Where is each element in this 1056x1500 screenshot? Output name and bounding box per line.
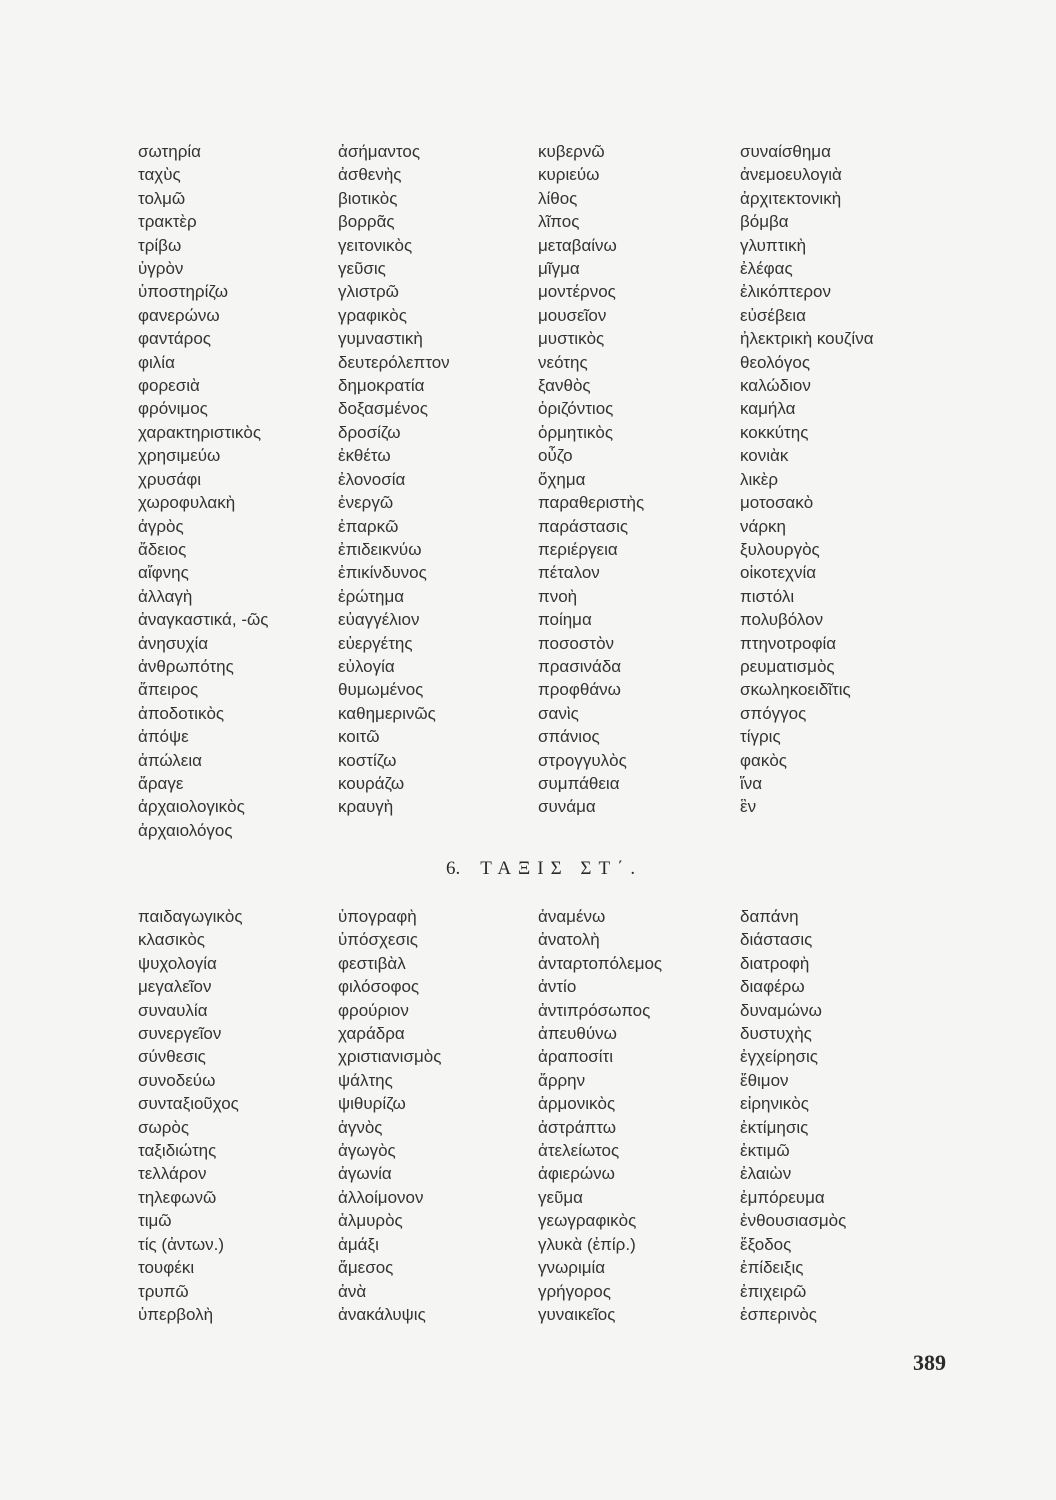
word-entry: πνοὴ (538, 586, 578, 606)
section-number: 6. (446, 858, 461, 879)
word-entry: ἐπαρκῶ (338, 516, 399, 536)
word-entry: οὖζο (538, 446, 573, 466)
word-entry: ἐπικίνδυνος (338, 563, 427, 583)
word-entry: γλυπτικὴ (740, 235, 807, 255)
word-entry: διάστασις (740, 930, 813, 950)
word-entry: ἔξοδος (740, 1234, 792, 1254)
word-entry: ἀστράπτω (538, 1117, 617, 1137)
word-entry: εὐεργέτης (338, 633, 413, 653)
word-entry: φρούριον (338, 1000, 409, 1020)
word-entry: γρήγορος (538, 1281, 611, 1301)
word-entry: ἁμάξι (338, 1234, 379, 1254)
word-entry: γεῦμα (538, 1187, 583, 1207)
word-entry: ἀντίο (538, 977, 577, 997)
word-entry: ἀγωγὸς (338, 1141, 396, 1161)
word-entry: ἀγωνία (338, 1164, 392, 1184)
word-entry: πρασινάδα (538, 656, 622, 676)
word-entry: ἐκθέτω (338, 446, 391, 466)
word-entry: φορεσιὰ (138, 376, 200, 396)
word-entry: ἄπειρος (138, 680, 199, 700)
word-entry: ὁρμητικὸς (538, 422, 614, 442)
word-entry: μυστικὸς (538, 329, 605, 349)
word-entry: κοκκύτης (740, 422, 809, 442)
word-entry: περιέργεια (538, 539, 618, 559)
word-entry: τελλάρον (138, 1164, 207, 1184)
word-entry: δευτερόλεπτον (338, 352, 450, 372)
word-entry: κυριεύω (538, 165, 600, 185)
word-entry: ἁλμυρὸς (338, 1211, 403, 1231)
word-entry: εὐαγγέλιον (338, 610, 420, 630)
word-entry: μουσεῖον (538, 305, 607, 325)
word-entry: ἐλαιὼν (740, 1164, 792, 1184)
word-entry: ἄδειος (138, 539, 187, 559)
word-entry: ἄραγε (138, 773, 184, 793)
word-entry: ἠλεκτρικὴ κουζίνα (740, 329, 874, 349)
word-entry: εὐλογία (338, 656, 395, 676)
word-entry: ὑποστηρίζω (138, 282, 228, 302)
word-entry: χριστιανισμὸς (338, 1047, 442, 1067)
word-entry: φανερώνω (138, 305, 220, 325)
word-entry: ἐπιχειρῶ (740, 1281, 807, 1301)
word-entry: μεταβαίνω (538, 235, 617, 255)
word-entry: ταχὺς (138, 165, 181, 185)
word-entry: κοιτῶ (338, 727, 380, 747)
section-title: ΤΑΞΙΣ ΣΤ΄. (480, 858, 643, 879)
word-entry: κοστίζω (338, 750, 397, 770)
word-entry: παράστασις (538, 516, 629, 536)
word-entry: γεῦσις (338, 259, 386, 279)
word-entry: ποίημα (538, 610, 592, 630)
word-entry: ψάλτης (338, 1070, 393, 1090)
section-heading (446, 858, 642, 880)
word-entry: ἀνακάλυψις (338, 1304, 426, 1324)
word-column (740, 140, 874, 819)
word-entry: ἐλικόπτερον (740, 282, 832, 302)
word-entry: ἄρρην (538, 1070, 586, 1090)
word-entry: ἓν (740, 797, 757, 817)
word-entry: συνεργεῖον (138, 1024, 222, 1044)
word-column (740, 905, 846, 1326)
word-entry: γεωγραφικὸς (538, 1211, 637, 1231)
word-column (338, 905, 441, 1326)
word-entry: καλώδιον (740, 376, 811, 396)
word-entry: ἀναγκαστικά, -ῶς (138, 610, 269, 630)
word-entry: τηλεφωνῶ (138, 1187, 217, 1207)
word-entry: εὐσέβεια (740, 305, 806, 325)
word-entry: ἀρχιτεκτονικὴ (740, 188, 842, 208)
word-entry: ἀναμένω (538, 907, 606, 926)
word-entry: κουράζω (338, 773, 405, 793)
word-entry: ἀσθενὴς (338, 165, 402, 185)
word-entry: πέταλον (538, 563, 600, 583)
word-entry: γυμναστικὴ (338, 329, 423, 349)
word-entry: ἁρμονικὸς (538, 1094, 616, 1114)
word-column (138, 905, 243, 1326)
word-entry: προφθάνω (538, 680, 621, 700)
word-entry: δημοκρατία (338, 376, 425, 396)
word-entry: ἀνθρωπότης (138, 656, 234, 676)
word-entry: παιδαγωγικὸς (138, 907, 243, 926)
word-column (138, 140, 268, 842)
word-entry: διαφέρω (740, 977, 805, 997)
word-entry: ἐκτίμησις (740, 1117, 809, 1137)
word-entry: φακὸς (740, 750, 787, 770)
word-entry: ἀρχαιολογικὸς (138, 797, 245, 817)
word-entry: γνωριμία (538, 1258, 606, 1278)
word-entry: σωτηρία (138, 142, 201, 161)
word-entry: κλασικὸς (138, 930, 205, 950)
word-entry: ξανθὸς (538, 376, 591, 396)
word-entry: χρησιμεύω (138, 446, 221, 466)
word-entry: φιλόσοφος (338, 977, 420, 997)
word-entry: ἀλλαγὴ (138, 586, 193, 606)
word-entry: τουφέκι (138, 1258, 195, 1278)
word-entry: οἰκοτεχνία (740, 563, 817, 583)
word-entry: ἀτελείωτος (538, 1141, 620, 1161)
word-entry: κραυγὴ (338, 797, 394, 817)
word-entry: παραθεριστὴς (538, 493, 645, 513)
word-entry: λῖπος (538, 212, 580, 232)
word-entry: μοντέρνος (538, 282, 616, 302)
word-entry: ἀραποσίτι (538, 1047, 614, 1067)
word-entry: καμήλα (740, 399, 796, 419)
word-entry: βορρᾶς (338, 212, 395, 232)
word-entry: συναίσθημα (740, 142, 831, 161)
word-entry: μεγαλεῖον (138, 977, 212, 997)
word-entry: τιμῶ (138, 1211, 172, 1231)
word-entry: ἐκτιμῶ (740, 1141, 790, 1161)
word-entry: ὑπερβολὴ (138, 1304, 214, 1324)
word-entry: τίς (ἀντων.) (138, 1234, 225, 1254)
word-column (538, 140, 644, 819)
word-entry: ψιθυρίζω (338, 1094, 406, 1114)
word-entry: δροσίζω (338, 422, 401, 442)
word-entry: χρυσάφι (138, 469, 202, 489)
word-entry: ἀνὰ (338, 1281, 367, 1301)
word-entry: καθημερινῶς (338, 703, 436, 723)
word-entry: ἐλονοσία (338, 469, 406, 489)
page-number: 389 (913, 1350, 946, 1375)
word-entry: σύνθεσις (138, 1047, 206, 1067)
word-entry: πτηνοτροφία (740, 633, 837, 653)
word-entry: γλυκὰ (ἐπίρ.) (538, 1234, 636, 1254)
word-entry: σανὶς (538, 703, 579, 723)
word-entry: δυστυχὴς (740, 1024, 812, 1044)
word-entry: δυναμώνω (740, 1000, 822, 1020)
word-entry: φαντάρος (138, 329, 211, 349)
word-entry: στρογγυλὸς (538, 750, 627, 770)
word-entry: ἐμπόρευμα (740, 1187, 825, 1207)
word-entry: ἄμεσος (338, 1258, 394, 1278)
word-entry: ἀσήμαντος (338, 142, 421, 161)
word-entry: θυμωμένος (338, 680, 424, 700)
word-entry: πολυβόλον (740, 610, 824, 630)
word-entry: ἀντιπρόσωπος (538, 1000, 651, 1020)
word-entry: ἑσπερινὸς (740, 1304, 817, 1324)
word-entry: ἀπώλεια (138, 750, 202, 770)
word-entry: ὑγρὸν (138, 259, 184, 279)
word-entry: συνοδεύω (138, 1070, 216, 1090)
word-entry: ἀνεμοευλογιὰ (740, 165, 842, 185)
word-entry: φεστιβὰλ (338, 953, 406, 973)
word-entry: ἀφιερώνω (538, 1164, 615, 1184)
word-entry: ξυλουργὸς (740, 539, 820, 559)
word-entry: νάρκη (740, 516, 786, 536)
word-entry: σπάνιος (538, 727, 600, 747)
word-entry: ταξιδιώτης (138, 1141, 217, 1161)
word-entry: μοτοσακὸ (740, 493, 814, 513)
word-entry: δαπάνη (740, 907, 799, 926)
word-entry: ἀγρὸς (138, 516, 184, 536)
word-entry: ἐρώτημα (338, 586, 405, 606)
word-entry: κυβερνῶ (538, 142, 605, 161)
word-entry: γλιστρῶ (338, 282, 399, 302)
word-entry: ὁριζόντιος (538, 399, 614, 419)
word-entry: ἀρχαιολόγος (138, 820, 233, 840)
word-entry: χαράδρα (338, 1024, 405, 1044)
word-entry: ἀνατολὴ (538, 930, 600, 950)
word-entry: γραφικὸς (338, 305, 407, 325)
word-entry: γυναικεῖος (538, 1304, 616, 1324)
word-entry: βιοτικὸς (338, 188, 398, 208)
word-entry: ἵνα (740, 773, 763, 793)
word-entry: λίθος (538, 188, 578, 208)
word-entry: θεολόγος (740, 352, 811, 372)
word-entry: σωρὸς (138, 1117, 190, 1137)
word-entry: ἁγνὸς (338, 1117, 383, 1137)
word-column (538, 905, 662, 1326)
word-entry: λικὲρ (740, 469, 779, 489)
word-entry: ἔθιμον (740, 1070, 789, 1090)
word-entry: πιστόλι (740, 586, 795, 606)
word-entry: ἀνησυχία (138, 633, 209, 653)
word-entry: χαρακτηριστικὸς (138, 422, 262, 442)
word-entry: τολμῶ (138, 188, 186, 208)
word-entry: δοξασμένος (338, 399, 428, 419)
word-entry: ποσοστὸν (538, 633, 615, 653)
word-entry: ὑπογραφὴ (338, 907, 417, 926)
word-entry: ἐπίδειξις (740, 1258, 804, 1278)
word-entry: συνταξιοῦχος (138, 1094, 239, 1114)
word-entry: αἴφνης (138, 563, 189, 583)
word-entry: φιλία (138, 352, 175, 372)
word-entry: συμπάθεια (538, 773, 620, 793)
word-entry: ἐνεργῶ (338, 493, 394, 513)
word-entry: ρευματισμὸς (740, 656, 835, 676)
word-entry: μῖγμα (538, 259, 580, 279)
word-entry: γειτονικὸς (338, 235, 413, 255)
word-entry: τρυπῶ (138, 1281, 189, 1301)
word-entry: ψυχολογία (138, 953, 217, 973)
word-entry: ἀνταρτοπόλεμος (538, 953, 663, 973)
word-entry: τρακτὲρ (138, 212, 197, 232)
word-entry: ἀπευθύνω (538, 1024, 617, 1044)
word-entry: ὄχημα (538, 469, 586, 489)
word-entry: χωροφυλακὴ (138, 493, 236, 513)
word-entry: φρόνιμος (138, 399, 208, 419)
word-entry: εἰρηνικὸς (740, 1094, 809, 1114)
word-entry: συναυλία (138, 1000, 208, 1020)
word-entry: ἐγχείρησις (740, 1047, 818, 1067)
word-entry: σπόγγος (740, 703, 807, 723)
word-entry: τρίβω (138, 235, 182, 255)
word-entry: ἀλλοίμονον (338, 1187, 424, 1207)
word-entry: ἐπιδεικνύω (338, 539, 422, 559)
word-entry: ἐλέφας (740, 259, 793, 279)
word-entry: διατροφὴ (740, 953, 810, 973)
word-entry: ἐνθουσιασμὸς (740, 1211, 847, 1231)
word-entry: ἀποδοτικὸς (138, 703, 225, 723)
word-entry: κονιὰκ (740, 446, 789, 466)
word-column (338, 140, 450, 819)
word-entry: βόμβα (740, 212, 789, 232)
word-entry: τίγρις (740, 727, 781, 747)
word-entry: νεότης (538, 352, 588, 372)
word-entry: σκωληκοειδῖτις (740, 680, 851, 700)
word-entry: συνάμα (538, 797, 596, 817)
word-entry: ἀπόψε (138, 727, 189, 747)
word-entry: ὑπόσχεσις (338, 930, 418, 950)
